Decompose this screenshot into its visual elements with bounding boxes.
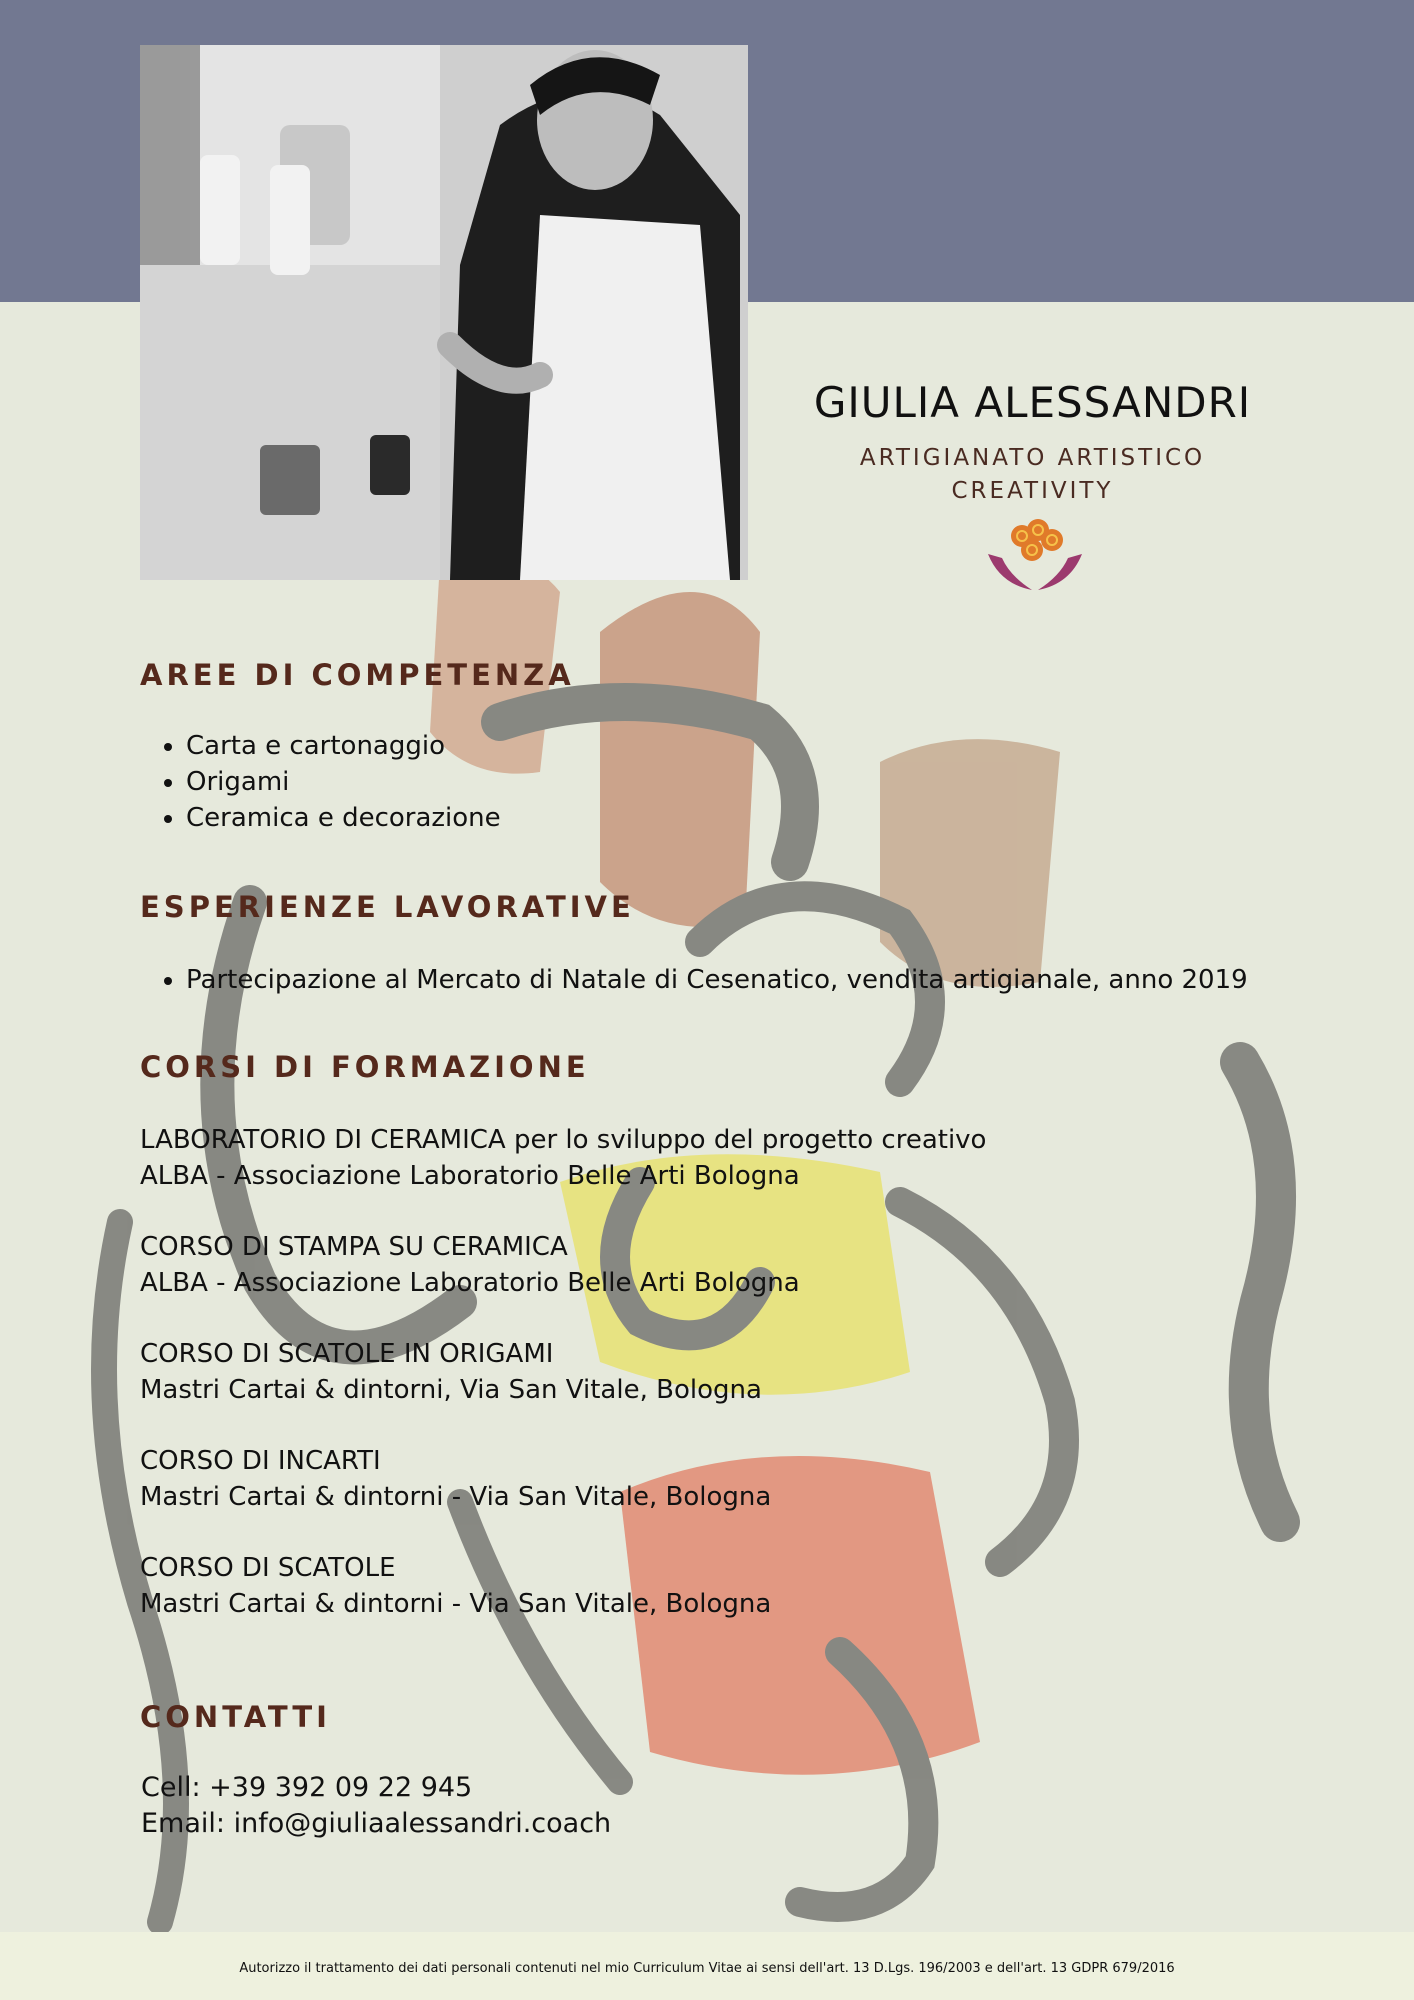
person-name: GIULIA ALESSANDRI [813, 378, 1252, 427]
course-name: CORSO DI INCARTI [140, 1446, 381, 1476]
esperienze-list [140, 962, 1248, 998]
course-item [140, 1550, 771, 1622]
list-item: • Partecipazione al Mercato di Natale di Cesenatico, vendita artigianale, anno 2019 [186, 962, 1248, 998]
tagline-line-2: CREATIVITY [951, 478, 1114, 504]
course-place: ALBA - Associazione Laboratorio Belle Arti Bologna [140, 1268, 800, 1298]
competenze-title: AREE DI COMPETENZA [140, 658, 575, 692]
portrait-photo [140, 45, 748, 580]
course-item [140, 1443, 771, 1515]
tagline-line-1: ARTIGIANATO ARTISTICO [859, 445, 1206, 471]
course-item [140, 1229, 800, 1301]
course-place: Mastri Cartai & dintorni, Via San Vitale, Bologna [140, 1375, 762, 1405]
flower-hands-logo-icon [980, 518, 1090, 596]
esperienze-title: ESPERIENZE LAVORATIVE [140, 890, 635, 924]
course-name: CORSO DI SCATOLE IN ORIGAMI [140, 1339, 554, 1369]
list-item: • Ceramica e decorazione [186, 800, 501, 836]
course-place: Mastri Cartai & dintorni - Via San Vitale, Bologna [140, 1589, 772, 1619]
list-item: • Carta e cartonaggio [186, 728, 501, 764]
course-name: CORSO DI SCATOLE [140, 1553, 396, 1583]
tagline [780, 442, 1285, 508]
competenze-list [140, 728, 501, 836]
course-place: Mastri Cartai & dintorni - Via San Vitale, Bologna [140, 1482, 772, 1512]
privacy-consent-text: Autorizzo il trattamento dei dati personali contenuti nel mio Curriculum Vitae ai sensi dell'art. 13 D.Lgs. 196/2003 e dell'art. 13 GDPR 679/2016 [239, 1961, 1175, 1976]
formazione-title: CORSI DI FORMAZIONE [140, 1050, 590, 1084]
contatti-title: CONTATTI [140, 1700, 331, 1734]
course-name: LABORATORIO DI CERAMICA per lo sviluppo del progetto creativo [140, 1125, 987, 1155]
email-link[interactable]: Email: info@giuliaalessandri.coach [141, 1808, 612, 1839]
phone-text: Cell: +39 392 09 22 945 [141, 1772, 473, 1803]
course-place: ALBA - Associazione Laboratorio Belle Arti Bologna [140, 1161, 800, 1191]
course-item [140, 1336, 762, 1408]
course-name: CORSO DI STAMPA SU CERAMICA [140, 1232, 568, 1262]
list-item: • Origami [186, 764, 501, 800]
course-item [140, 1122, 986, 1194]
contact-block [141, 1770, 611, 1842]
